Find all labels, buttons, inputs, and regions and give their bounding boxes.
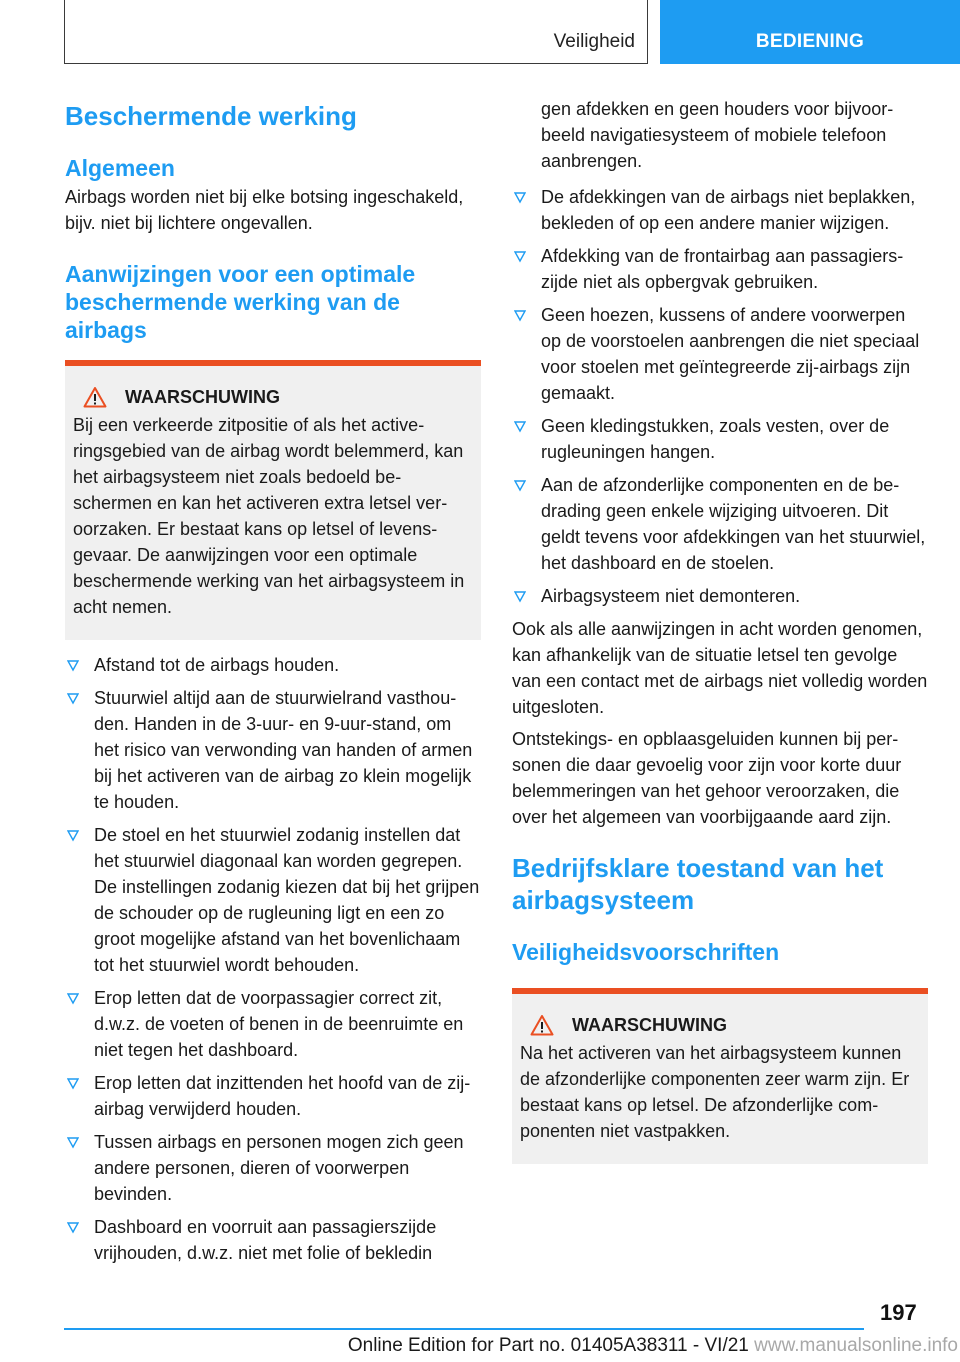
list-item: Tussen airbags en personen mogen zich geen andere personen, dieren of voorwerpen bevinden. <box>65 1129 481 1207</box>
instruction-list <box>65 652 481 1266</box>
footer-edition-text: Online Edition for Part no. 01405A38311 - VI/21 <box>347 1335 749 1356</box>
header-section-title: Veiligheid <box>553 31 635 52</box>
header-section-box <box>64 0 648 64</box>
list-item: Geen hoezen, kussens of andere voorwerpen op de voorstoelen aanbrengen die niet speciaal voor stoelen met geïntegreerde zij-airbags zijn gemaakt. <box>512 302 928 406</box>
list-item: Erop letten dat inzittenden het hoofd van de zij-airbag verwijderd houden. <box>65 1070 481 1122</box>
list-item: Afstand tot de airbags houden. <box>65 652 481 678</box>
footer-watermark: www.manualsonline.info <box>754 1335 958 1356</box>
page-number: 197 <box>880 1300 917 1325</box>
warning-title: WAARSCHUWING <box>572 1014 727 1035</box>
subsection-title-aanwijzingen: Aanwijzingen voor een optimale beschermende werking van de airbags <box>65 261 416 343</box>
bullet-triangle-icon <box>67 1078 79 1090</box>
list-item: Afdekking van de frontairbag aan passagierszijde niet als opbergvak gebruiken. <box>512 243 928 295</box>
bullet-triangle-icon <box>514 591 526 603</box>
warning-triangle-icon <box>83 386 107 408</box>
list-item: Dashboard en voorruit aan passagierszijde vrijhouden, d.w.z. niet met folie of bekledin <box>65 1214 481 1266</box>
warning-header <box>73 386 473 408</box>
bullet-triangle-icon <box>514 480 526 492</box>
footer-divider <box>64 1328 864 1330</box>
bullet-triangle-icon <box>67 693 79 705</box>
header-chapter-tab: BEDIENING <box>660 0 960 64</box>
right-column <box>512 96 928 1164</box>
left-column <box>65 96 481 1273</box>
warning-title: WAARSCHUWING <box>125 386 280 407</box>
warning-text: Na het activeren van het airbagsysteem kunnen de afzonderlijke componenten zeer warm zijn. Er bestaat kans op letsel. De afzonderlijke componenten niet vastpakken. <box>520 1043 910 1141</box>
paragraph-noise: Ontstekings- en opblaasgeluiden kunnen bij personen die daar gevoelig voor zijn voor korte duur belemmeringen van het gehoor veroorzaken, die over het algemeen van voorbijgaande aard zijn. <box>512 729 902 827</box>
list-item: Erop letten dat de voorpassagier correct zit, d.w.z. de voeten of benen in de beenruimte en niet tegen het dashboard. <box>65 985 481 1063</box>
list-item: Aan de afzonderlijke componenten en de bedrading geen enkele wijziging uitvoeren. Dit geldt tevens voor afdekkingen van het stuurwiel, het dashboard en de stoelen. <box>512 472 928 576</box>
list-item: Airbagsysteem niet demonteren. <box>512 583 928 609</box>
bullet-triangle-icon <box>514 310 526 322</box>
warning-box <box>65 360 481 640</box>
instruction-list-continued <box>512 184 928 609</box>
bullet-triangle-icon <box>514 251 526 263</box>
warning-header <box>520 1014 920 1036</box>
continued-text: gen afdekken en geen houders voor bijvoorbeeld navigatiesysteem of mobiele telefoon aanbrengen. <box>541 99 894 171</box>
list-item: Stuurwiel altijd aan de stuurwielrand vasthouden. Handen in de 3-uur- en 9-uur-stand, om het risico van verwonding van handen of armen bij het activeren van de airbag zo klein mogelijk te houden. <box>65 685 481 815</box>
warning-triangle-icon <box>530 1014 554 1036</box>
section-title-bedrijfsklaar: Bedrijfsklare toestand van het airbagsysteem <box>512 853 884 915</box>
warning-text: Bij een verkeerde zitpositie of als het activeringsgebied van de airbag wordt belemmerd, kan het airbagsysteem niet zoals bedoeld beschermen en kan het activeren extra letsel veroorzaken. Er bestaat kans op letsel of levensgevaar. De aanwijzingen voor een optimale beschermende werking van het airbagsysteem in acht nemen. <box>73 415 465 617</box>
section-title: Beschermende werking <box>65 101 357 131</box>
bullet-triangle-icon <box>67 1222 79 1234</box>
subsection-title-veiligheid: Veiligheidsvoorschriften <box>512 939 780 965</box>
warning-box <box>512 988 928 1164</box>
subsection-title-algemeen: Algemeen <box>65 155 175 181</box>
bullet-triangle-icon <box>67 1137 79 1149</box>
algemeen-text: Airbags worden niet bij elke botsing ingeschakeld, bijv. niet bij lichtere ongevallen. <box>65 187 464 233</box>
bullet-triangle-icon <box>514 192 526 204</box>
bullet-triangle-icon <box>67 660 79 672</box>
footer-edition <box>0 1335 960 1357</box>
bullet-triangle-icon <box>514 421 526 433</box>
list-item: Geen kledingstukken, zoals vesten, over de rugleuningen hangen. <box>512 413 928 465</box>
bullet-triangle-icon <box>67 993 79 1005</box>
paragraph-contact-risk: Ook als alle aanwijzingen in acht worden genomen, kan afhankelijk van de situatie letsel ten gevolge van een contact met de airbags niet volledig worden uitgesloten. <box>512 619 928 717</box>
list-item: De afdekkingen van de airbags niet beplakken, bekleden of op een andere manier wijzigen. <box>512 184 928 236</box>
list-item: De stoel en het stuurwiel zodanig instellen dat het stuurwiel diagonaal kan worden gegrepen. De instellingen zodanig kiezen dat bij het grijpen de schouder op de rugleuning ligt en een zo groot mogelijke afstand van het bovenlichaam tot het stuurwiel wordt behouden. <box>65 822 481 978</box>
bullet-triangle-icon <box>67 830 79 842</box>
